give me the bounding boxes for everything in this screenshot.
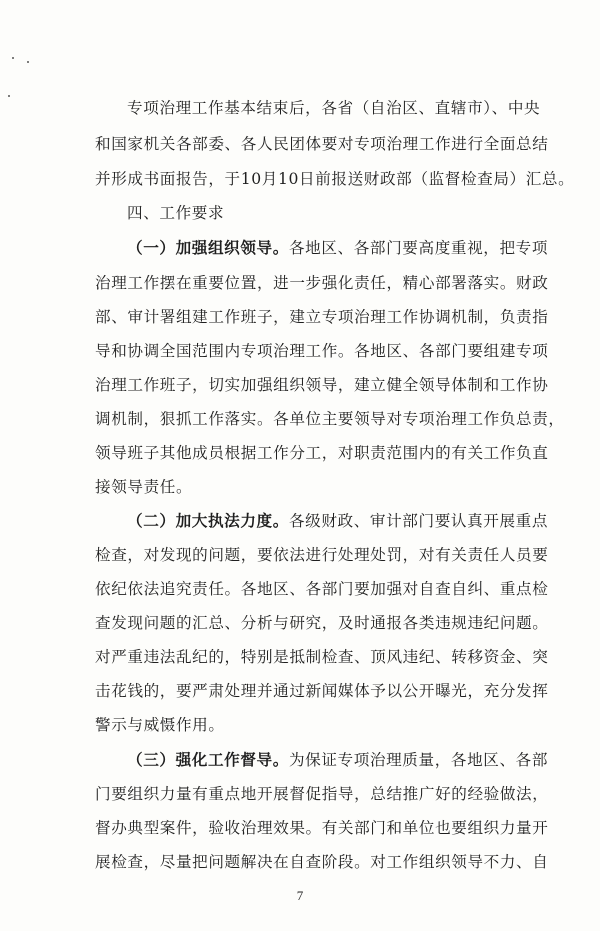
- text-line: 领导班子其他成员根据工作分工，对职责范围内的有关工作负直: [95, 444, 549, 462]
- text-line: 对严重违法乱纪的，特别是抵制检查、顶风违纪、转移资金、突: [95, 648, 549, 666]
- text-line: 为保证专项治理质量，各地区、各部: [288, 751, 549, 769]
- paragraph-heading: （二）加大执法力度。: [127, 511, 289, 530]
- paragraph-first-line: [127, 238, 549, 258]
- text-line: 击花钱的，要严肃处理并通过新闻媒体予以公开曝光，充分发挥: [95, 682, 549, 700]
- text-line: 展检查，尽量把问题解决在自查阶段。对工作组织领导不力、自: [95, 853, 549, 871]
- text-line: 依纪依法追究责任。各地区、各部门要加强对自查自纠、重点检: [95, 580, 549, 598]
- text-line: 检查，对发现的问题，要依法进行处理处罚，对有关责任人员要: [95, 546, 549, 564]
- text-line: 和国家机关各部委、各人民团体要对专项治理工作进行全面总结: [95, 135, 549, 153]
- page-number: 7: [296, 888, 304, 903]
- text-line: 警示与威慑作用。: [95, 716, 225, 734]
- text-line: 门要组织力量有重点地开展督促指导，总结推广好的经验做法，: [95, 785, 549, 803]
- text-line: 部、审计署组建工作班子，建立专项治理工作协调机制，负责指: [95, 308, 549, 326]
- text-line: 查发现问题的汇总、分析与研究，及时通报各类违规违纪问题。: [95, 614, 549, 632]
- scan-speck: [8, 95, 10, 97]
- text-line: 导和协调全国范围内专项治理工作。各地区、各部门要组建专项: [95, 342, 549, 360]
- paragraph-first-line: [127, 750, 549, 770]
- paragraph-heading: （三）强化工作督导。: [127, 750, 289, 769]
- scan-speck: [12, 57, 14, 59]
- text-line: 各级财政、审计部门要认真开展重点: [288, 512, 549, 530]
- text-line: 治理工作摆在重要位置，进一步强化责任，精心部署落实。财政: [95, 274, 549, 292]
- text-line: 调机制，狠抓工作落实。各单位主要领导对专项治理工作负总责，: [95, 410, 565, 428]
- text-line: 并形成书面报告，于10月10日前报送财政部（监督检查局）汇总。: [95, 170, 575, 188]
- paragraph-first-line: [127, 511, 549, 531]
- text-line: 专项治理工作基本结束后，各省（自治区、直辖市）、中央: [127, 99, 541, 117]
- text-line: 督办典型案件，验收治理效果。有关部门和单位也要组织力量开: [95, 819, 549, 837]
- text-line: 各地区、各部门要高度重视，把专项: [288, 239, 549, 257]
- paragraph-heading: （一）加强组织领导。: [127, 238, 289, 257]
- text-line: 治理工作班子，切实加强组织领导，建立健全领导体制和工作协: [95, 376, 549, 394]
- scan-speck: [27, 61, 29, 63]
- text-line: 接领导责任。: [95, 478, 193, 496]
- section-heading: 四、工作要求: [127, 204, 225, 222]
